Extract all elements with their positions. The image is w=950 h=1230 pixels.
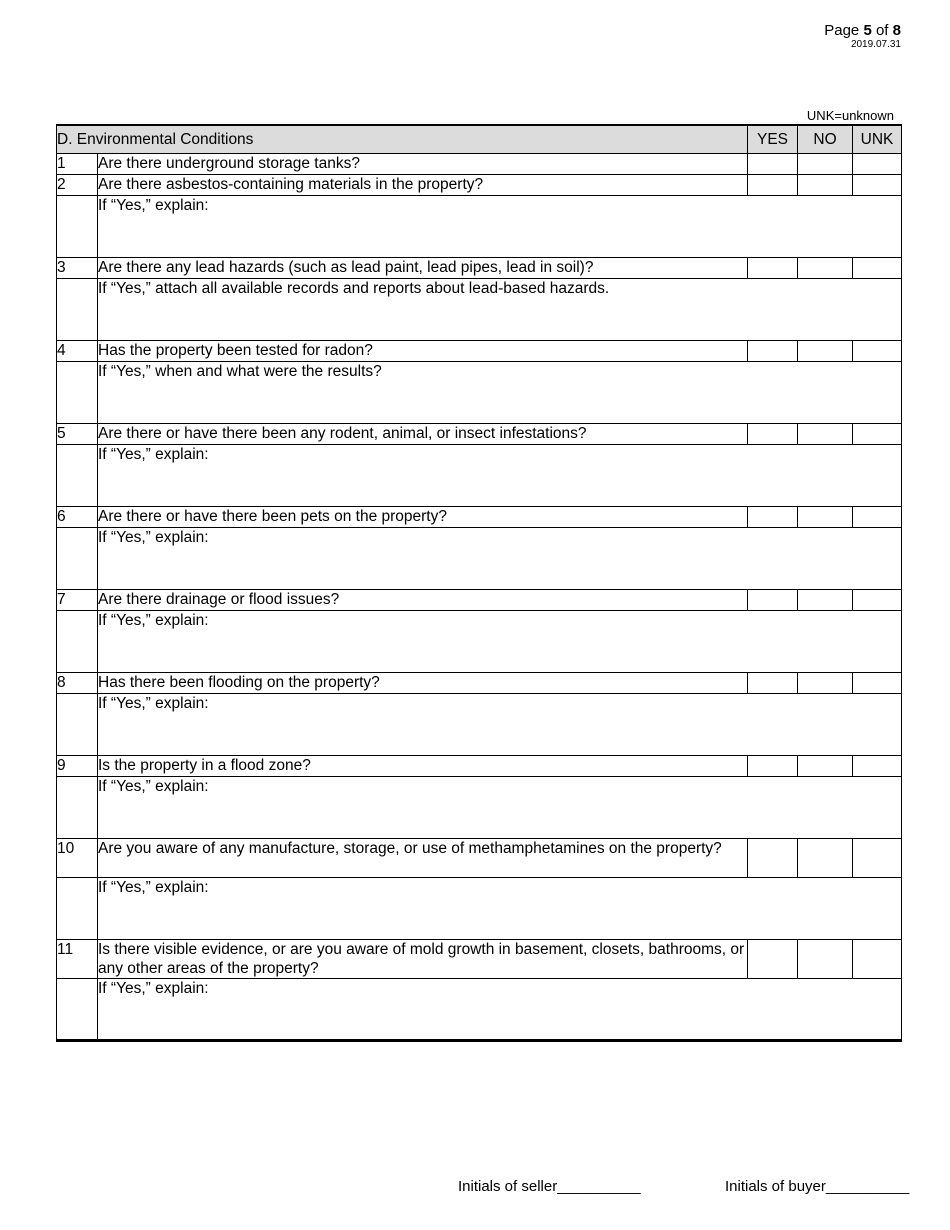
- question-text: Is there visible evidence, or are you aware of mold growth in basement, closets, bathrooms, or any other areas of the property?: [98, 939, 748, 978]
- question-row: [57, 939, 902, 978]
- answer-yes-box[interactable]: [748, 589, 798, 610]
- answer-yes-box[interactable]: [748, 423, 798, 444]
- question-text: Are there any lead hazards (such as lead paint, lead pipes, lead in soil)?: [98, 257, 748, 278]
- section-title: D. Environmental Conditions: [57, 125, 748, 153]
- question-number: 7: [57, 589, 98, 610]
- question-number: 3: [57, 257, 98, 278]
- answer-no-box[interactable]: [798, 838, 853, 877]
- question-text: Are there or have there been any rodent, animal, or insect infestations?: [98, 423, 748, 444]
- question-number: 1: [57, 153, 98, 174]
- question-row: [57, 755, 902, 776]
- answer-unk-box[interactable]: [853, 153, 902, 174]
- answer-yes-box[interactable]: [748, 672, 798, 693]
- answer-no-box[interactable]: [798, 589, 853, 610]
- question-row: [57, 838, 902, 877]
- page-total: 8: [892, 22, 901, 39]
- question-number: 9: [57, 755, 98, 776]
- explain-number-blank: [57, 361, 98, 423]
- explain-field[interactable]: If “Yes,” explain:: [98, 693, 902, 755]
- answer-unk-box[interactable]: [853, 174, 902, 195]
- explain-number-blank: [57, 776, 98, 838]
- explain-number-blank: [57, 444, 98, 506]
- unk-legend: UNK=unknown: [806, 108, 894, 123]
- answer-unk-box[interactable]: [853, 672, 902, 693]
- answer-no-box[interactable]: [798, 423, 853, 444]
- answer-unk-box[interactable]: [853, 939, 902, 978]
- answer-yes-box[interactable]: [748, 755, 798, 776]
- answer-unk-box[interactable]: [853, 423, 902, 444]
- answer-yes-box[interactable]: [748, 153, 798, 174]
- page-number: [824, 22, 901, 39]
- page-header: [824, 22, 901, 50]
- explain-row: [57, 444, 902, 506]
- question-row: [57, 174, 902, 195]
- explain-row: [57, 610, 902, 672]
- explain-number-blank: [57, 978, 98, 1040]
- explain-field[interactable]: If “Yes,” explain:: [98, 877, 902, 939]
- answer-no-box[interactable]: [798, 506, 853, 527]
- explain-row: [57, 195, 902, 257]
- form-version: 2019.07.31: [850, 39, 901, 50]
- column-header-unk: UNK: [853, 125, 902, 153]
- answer-unk-box[interactable]: [853, 838, 902, 877]
- answer-no-box[interactable]: [798, 174, 853, 195]
- question-text: Is the property in a flood zone?: [98, 755, 748, 776]
- answer-no-box[interactable]: [798, 939, 853, 978]
- explain-field[interactable]: If “Yes,” explain:: [98, 444, 902, 506]
- environmental-conditions-table: [56, 124, 902, 1042]
- question-row: [57, 423, 902, 444]
- question-number: 10: [57, 838, 98, 877]
- question-number: 5: [57, 423, 98, 444]
- explain-field[interactable]: If “Yes,” explain:: [98, 527, 902, 589]
- page-current: 5: [863, 22, 872, 39]
- column-header-no: NO: [798, 125, 853, 153]
- explain-number-blank: [57, 278, 98, 340]
- explain-field[interactable]: If “Yes,” attach all available records and reports about lead-based hazards.: [98, 278, 902, 340]
- question-number: 11: [57, 939, 98, 978]
- explain-row: [57, 877, 902, 939]
- question-row: [57, 506, 902, 527]
- question-text: Are there or have there been pets on the property?: [98, 506, 748, 527]
- question-number: 8: [57, 672, 98, 693]
- explain-row: [57, 776, 902, 838]
- explain-number-blank: [57, 527, 98, 589]
- answer-no-box[interactable]: [798, 672, 853, 693]
- question-number: 2: [57, 174, 98, 195]
- seller-initials-field[interactable]: Initials of seller__________: [458, 1178, 641, 1195]
- explain-number-blank: [57, 610, 98, 672]
- question-row: [57, 672, 902, 693]
- answer-yes-box[interactable]: [748, 838, 798, 877]
- answer-yes-box[interactable]: [748, 939, 798, 978]
- answer-yes-box[interactable]: [748, 174, 798, 195]
- answer-unk-box[interactable]: [853, 257, 902, 278]
- answer-no-box[interactable]: [798, 257, 853, 278]
- explain-number-blank: [57, 693, 98, 755]
- question-text: Are you aware of any manufacture, storage, or use of methamphetamines on the property?: [98, 838, 748, 877]
- explain-row: [57, 278, 902, 340]
- answer-unk-box[interactable]: [853, 340, 902, 361]
- explain-field[interactable]: If “Yes,” explain:: [98, 978, 902, 1040]
- explain-row: [57, 978, 902, 1040]
- answer-yes-box[interactable]: [748, 506, 798, 527]
- question-row: [57, 153, 902, 174]
- page-prefix: Page: [824, 22, 860, 39]
- question-text: Are there asbestos-containing materials in the property?: [98, 174, 748, 195]
- question-text: Has the property been tested for radon?: [98, 340, 748, 361]
- question-text: Has there been flooding on the property?: [98, 672, 748, 693]
- question-row: [57, 257, 902, 278]
- explain-number-blank: [57, 195, 98, 257]
- explain-number-blank: [57, 877, 98, 939]
- question-row: [57, 340, 902, 361]
- buyer-initials-field[interactable]: Initials of buyer__________: [725, 1178, 910, 1195]
- answer-unk-box[interactable]: [853, 506, 902, 527]
- section-header-row: [57, 125, 902, 153]
- page-of: of: [875, 22, 889, 39]
- explain-row: [57, 527, 902, 589]
- answer-no-box[interactable]: [798, 153, 853, 174]
- explain-field[interactable]: If “Yes,” explain:: [98, 195, 902, 257]
- column-header-yes: YES: [748, 125, 798, 153]
- explain-row: [57, 693, 902, 755]
- explain-field[interactable]: If “Yes,” explain:: [98, 610, 902, 672]
- explain-field[interactable]: If “Yes,” when and what were the results?: [98, 361, 902, 423]
- question-row: [57, 589, 902, 610]
- answer-no-box[interactable]: [798, 755, 853, 776]
- answer-yes-box[interactable]: [748, 257, 798, 278]
- question-text: Are there drainage or flood issues?: [98, 589, 748, 610]
- answer-no-box[interactable]: [798, 340, 853, 361]
- question-number: 6: [57, 506, 98, 527]
- explain-row: [57, 361, 902, 423]
- question-text: Are there underground storage tanks?: [98, 153, 748, 174]
- answer-unk-box[interactable]: [853, 589, 902, 610]
- question-number: 4: [57, 340, 98, 361]
- explain-field[interactable]: If “Yes,” explain:: [98, 776, 902, 838]
- answer-unk-box[interactable]: [853, 755, 902, 776]
- answer-yes-box[interactable]: [748, 340, 798, 361]
